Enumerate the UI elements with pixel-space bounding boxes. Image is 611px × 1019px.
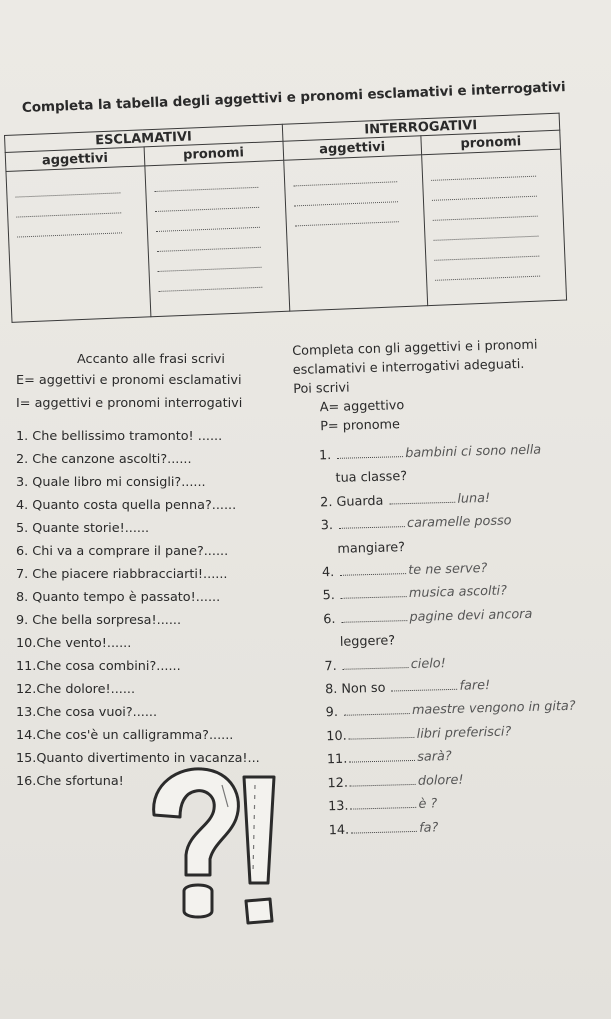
- blank-field[interactable]: [351, 819, 417, 833]
- ex-text: dolore!: [417, 772, 464, 789]
- sentence-item[interactable]: 13.Che cosa vuoi?......: [16, 705, 158, 720]
- question-exclamation-illustration: [140, 763, 280, 928]
- question-dot-shape: [184, 885, 212, 917]
- exercise-3-cont: mangiare?: [337, 539, 406, 557]
- legend-a: A= aggettivo: [319, 398, 405, 416]
- sentence-item[interactable]: 2. Che canzone ascolti?......: [16, 452, 192, 467]
- sentence-item[interactable]: 9. Che bella sorpresa!......: [16, 613, 182, 628]
- cell-aggettivi-interrogativi[interactable]: [283, 155, 428, 311]
- header-interrogativi: INTERROGATIVI: [282, 113, 560, 141]
- blank-field[interactable]: [348, 726, 414, 740]
- ex-text: fa?: [418, 819, 439, 836]
- answer-line[interactable]: [294, 202, 399, 226]
- right-intro-2: esclamativi e interrogativi adeguati.: [292, 356, 525, 378]
- blank-field[interactable]: [391, 678, 457, 692]
- col-aggettivi-esclamativi: aggettivi: [5, 147, 144, 172]
- ex-text: sarà?: [417, 749, 452, 766]
- cell-aggettivi-esclamativi[interactable]: [6, 166, 151, 322]
- sentence-item[interactable]: 5. Quante storie!......: [16, 521, 150, 536]
- ex-text: caramelle posso: [406, 513, 512, 532]
- exercise-1-cont: tua classe?: [335, 469, 408, 487]
- sentence-item[interactable]: 4. Quanto costa quella penna?......: [16, 498, 237, 513]
- ex-number: 6.: [323, 611, 336, 628]
- answer-line[interactable]: [157, 268, 262, 292]
- sentence-item[interactable]: 1. Che bellissimo tramonto! ......: [16, 429, 223, 444]
- ex-text: cielo!: [410, 655, 446, 672]
- question-mark-shape: [154, 769, 239, 875]
- adjectives-table: [4, 113, 567, 323]
- cell-pronomi-interrogativi[interactable]: [422, 149, 567, 305]
- ex-text: musica ascolti?: [408, 583, 508, 602]
- answer-line[interactable]: [435, 257, 540, 281]
- blank-field[interactable]: [350, 773, 416, 787]
- ex-number: 5.: [322, 588, 336, 604]
- right-intro-3: Poi scrivi: [293, 380, 350, 397]
- ex-text: è ?: [418, 796, 438, 812]
- ex-number: 11.: [326, 751, 348, 768]
- ex-number: 14.: [328, 822, 350, 838]
- blank-field[interactable]: [344, 703, 410, 717]
- ex-number: 12.: [327, 775, 349, 791]
- exercise-6-cont: leggere?: [339, 633, 396, 651]
- blank-field[interactable]: [340, 562, 406, 576]
- exercise-left: [16, 350, 286, 793]
- ex-number: 4.: [321, 565, 335, 581]
- blank-field[interactable]: [343, 656, 409, 670]
- ex-text: libri preferisci?: [416, 724, 512, 742]
- legend-e: E= aggettivi e pronomi esclamativi: [16, 373, 242, 388]
- exercise-right: [292, 334, 611, 843]
- answer-line[interactable]: [16, 213, 121, 237]
- ex-number: 1.: [318, 448, 332, 464]
- col-aggettivi-interrogativi: aggettivi: [282, 136, 421, 161]
- ex-number: 8. Non so: [324, 680, 386, 698]
- blank-field[interactable]: [389, 491, 455, 505]
- left-intro: Accanto alle frasi scrivi: [77, 352, 225, 367]
- sentence-item[interactable]: 16.Che sfortuna!: [16, 774, 124, 789]
- ex-text: bambini ci sono nella: [405, 442, 542, 462]
- legend-p: P= pronome: [320, 417, 401, 435]
- header-esclamativi: ESCLAMATIVI: [5, 124, 283, 152]
- cell-pronomi-esclamativi[interactable]: [145, 160, 290, 316]
- blank-field[interactable]: [339, 515, 405, 529]
- sentence-item[interactable]: 3. Quale libro mi consigli?......: [16, 475, 206, 490]
- col-pronomi-interrogativi: pronomi: [421, 130, 560, 155]
- sentence-item[interactable]: 8. Quanto tempo è passato!......: [16, 590, 221, 605]
- col-pronomi-esclamativi: pronomi: [144, 141, 283, 166]
- ex-text: luna!: [457, 490, 491, 507]
- sentence-item[interactable]: 6. Chi va a comprare il pane?......: [16, 544, 229, 559]
- exclamation-dot-shape: [246, 899, 272, 923]
- legend-i: I= aggettivi e pronomi interrogativi: [16, 396, 243, 411]
- ex-number: 10.: [326, 728, 347, 745]
- ex-number: 13.: [327, 798, 349, 815]
- blank-field[interactable]: [337, 445, 403, 459]
- sentence-item[interactable]: 10.Che vento!......: [16, 636, 132, 651]
- sentence-item[interactable]: 11.Che cosa combini?......: [16, 659, 181, 674]
- blank-field[interactable]: [349, 749, 415, 763]
- sentence-item[interactable]: 14.Che cos'è un calligramma?......: [16, 728, 234, 743]
- exclamation-bar-shape: [244, 777, 274, 883]
- page-title: Completa la tabella degli aggettivi e pronomi esclamativi e interrogativi: [21, 79, 566, 116]
- blank-field[interactable]: [341, 609, 407, 623]
- ex-number: 3.: [320, 518, 334, 534]
- blank-field[interactable]: [341, 586, 407, 600]
- ex-text: fare!: [459, 677, 491, 694]
- ex-text: maestre vengono in gita?: [411, 699, 576, 719]
- ex-number: 2. Guarda: [320, 493, 384, 511]
- sentence-item[interactable]: 15.Quanto divertimento in vacanza!...: [16, 751, 260, 766]
- sentence-item[interactable]: 12.Che dolore!......: [16, 682, 136, 697]
- ex-text: pagine devi ancora: [409, 606, 533, 625]
- ex-number: 7.: [324, 658, 337, 674]
- ex-number: 9.: [325, 705, 339, 721]
- ex-text: te ne serve?: [408, 560, 488, 579]
- blank-field[interactable]: [350, 796, 416, 810]
- sentence-item[interactable]: 7. Che piacere riabbracciarti!......: [16, 567, 228, 582]
- right-intro-1: Completa con gli aggettivi e i pronomi: [292, 337, 538, 359]
